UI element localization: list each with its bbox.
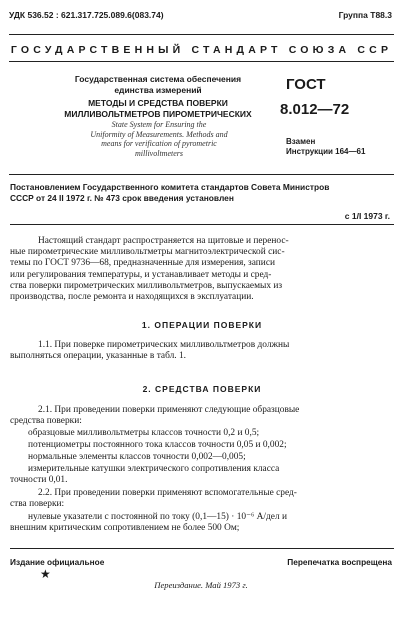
list-item xyxy=(10,428,394,439)
list-item-text: потенциометры постоянного тока классов точности 0,05 и 0,002; xyxy=(28,440,287,450)
intro-paragraph xyxy=(10,236,394,303)
paragraph-line: выполняться операции, указанные в табл. 1. xyxy=(10,351,186,362)
list-item-text: точности 0,01. xyxy=(10,475,68,486)
paragraph-line: 2.1. При проведении поверки применяют следующие образцовые xyxy=(38,405,300,415)
replace-value: Инструкции 164—61 xyxy=(286,147,366,156)
intro-line: ства поверки пирометрических милливольтметров, выпускаемых из xyxy=(10,280,283,291)
system-title-line: единства измерений xyxy=(114,84,202,95)
intro-line: ные пирометрические милливольтметры магнитоэлектрической сис- xyxy=(10,247,285,258)
footer-rule xyxy=(10,548,394,549)
title-ru-line: МЕТОДЫ И СРЕДСТВА ПОВЕРКИ xyxy=(88,98,228,108)
replacement-note xyxy=(286,137,365,157)
decree-rule xyxy=(10,224,394,225)
gost-number: 8.012—72 xyxy=(280,101,350,118)
gost-label: ГОСТ xyxy=(286,76,326,93)
title-en-line: means for verification of pyrometric xyxy=(101,139,217,148)
standard-banner: ГОСУДАРСТВЕННЫЙ СТАНДАРТ СОЮЗА ССР xyxy=(10,44,393,56)
section-2-paragraph xyxy=(10,405,394,427)
list-item xyxy=(10,440,394,451)
intro-line: Настоящий стандарт распространяется на щитовые и перенос- xyxy=(38,236,289,246)
list-item-text: нормальные элементы классов точности 0,002—0,005; xyxy=(28,452,246,462)
list-item-text: образцовые милливольтметры классов точности 0,2 и 0,5; xyxy=(28,428,260,438)
system-title-line: Государственная система обеспечения xyxy=(74,74,242,84)
list-item-text: внешним критическим сопротивлением не более 500 Ом; xyxy=(10,523,240,534)
decree-line: Постановлением Государственного комитета стандартов Совета Министров xyxy=(10,182,330,192)
intro-line: производства, после ремонта и находящихся в эксплуатации. xyxy=(10,292,254,303)
reprint-note: Переиздание. Май 1973 г. xyxy=(154,580,248,590)
title-en-line: State System for Ensuring the xyxy=(111,120,207,129)
banner-rule xyxy=(9,61,394,62)
list-item xyxy=(10,512,394,534)
title-en-line: millivoltmeters xyxy=(135,148,183,158)
paragraph-line: 1.1. При поверке пирометрических милливольтметров должны xyxy=(38,340,290,350)
intro-line: темы по ГОСТ 9736—68, предназначенные для измерения, записи xyxy=(10,258,275,269)
group-code: Группа Т88.3 xyxy=(338,10,392,20)
section-2-2-paragraph xyxy=(10,488,394,510)
paragraph-line: средства поверки: xyxy=(10,416,82,427)
replace-label: Взамен xyxy=(286,137,316,146)
star-icon: ★ xyxy=(40,567,51,581)
title-rule xyxy=(9,174,394,175)
reprint-forbidden: Перепечатка воспрещена xyxy=(287,557,392,567)
paragraph-line: 2.2. При проведении поверки применяют вспомогательные сред- xyxy=(38,488,297,498)
section-1-paragraph xyxy=(10,340,394,362)
list-item xyxy=(10,464,394,486)
intro-line: или регулирования температуры, и устанавливает методы и сред- xyxy=(10,269,272,280)
section-1-heading: 1. ОПЕРАЦИИ ПОВЕРКИ xyxy=(141,320,263,330)
document-title-ru xyxy=(58,98,258,119)
decree xyxy=(10,182,395,204)
official-edition: Издание официальное xyxy=(10,557,105,567)
top-rule xyxy=(9,34,394,35)
paragraph-line: ства поверки: xyxy=(10,499,65,510)
title-ru-line: МИЛЛИВОЛЬТМЕТРОВ ПИРОМЕТРИЧЕСКИХ xyxy=(64,108,252,119)
list-item-text: нулевые указатели с постоянной по току (0,1—15) · 10⁻⁶ А/дел и xyxy=(28,512,287,522)
list-item-text: измерительные катушки электрического сопротивления класса xyxy=(28,464,280,474)
decree-line: СССР от 24 II 1972 г. № 473 срок введения установлен xyxy=(10,193,234,203)
title-en-line: Uniformity of Measurements. Methods and xyxy=(90,129,228,139)
document-title-en xyxy=(64,120,254,158)
list-item xyxy=(10,452,394,463)
udk-code: УДК 536.52 : 621.317.725.089.6(083.74) xyxy=(9,10,164,20)
effective-date: с 1/I 1973 г. xyxy=(344,211,390,221)
system-title xyxy=(58,74,258,95)
section-2-heading: 2. СРЕДСТВА ПОВЕРКИ xyxy=(142,384,262,394)
